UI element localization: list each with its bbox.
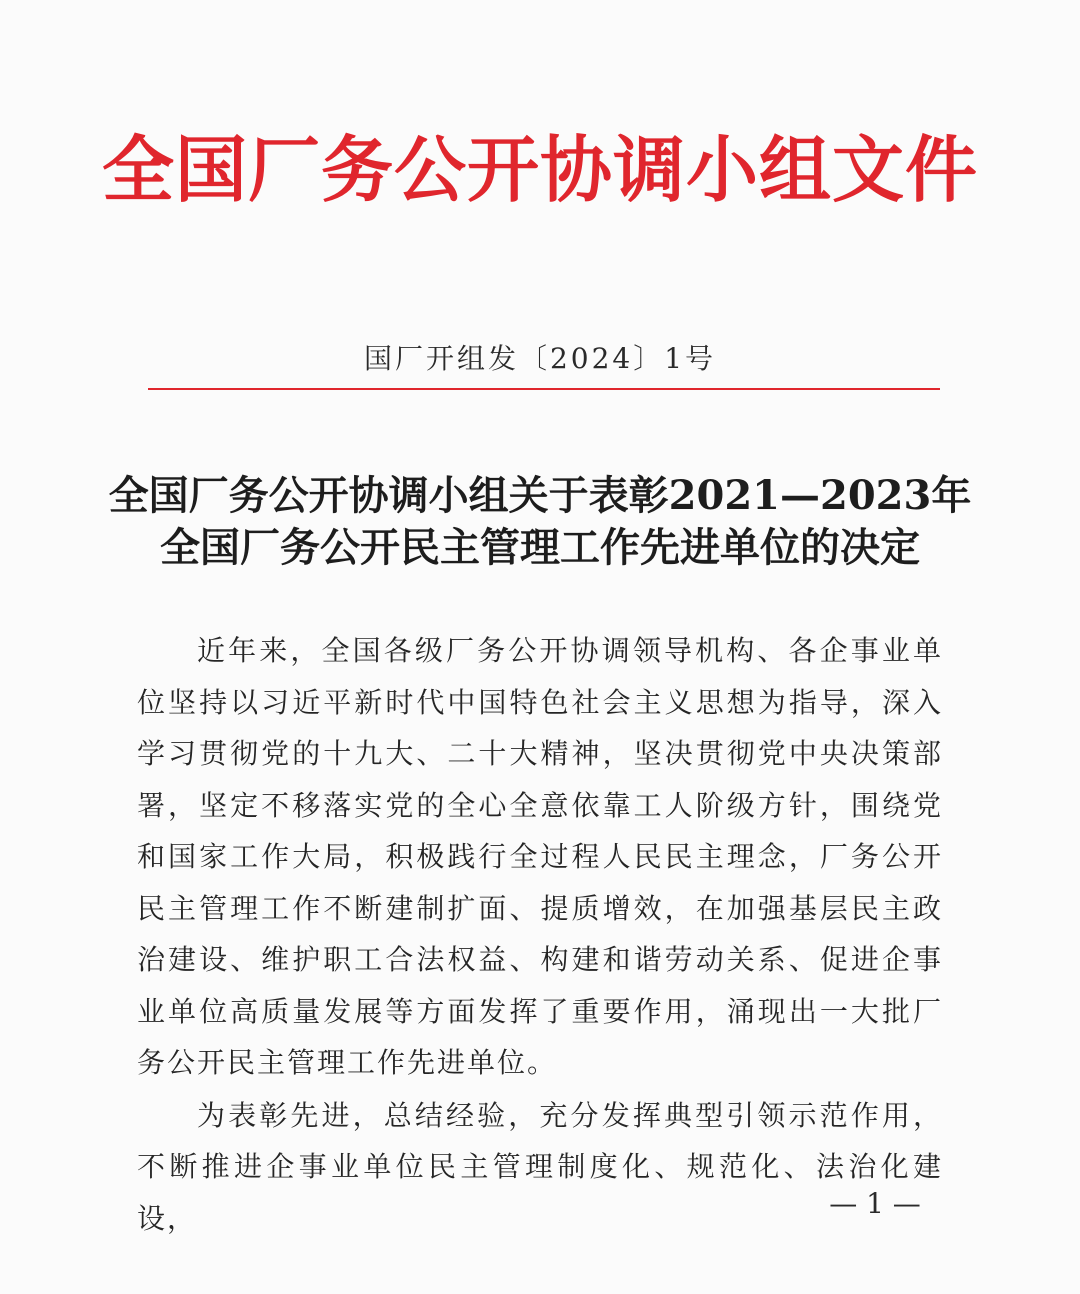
body-paragraph: 为表彰先进，总结经验，充分发挥典型引领示范作用，不断推进企事业单位民主管理制度化、规范化、法治化建设， xyxy=(137,1098,943,1235)
issuer-banner: 全国厂务公开协调小组文件 xyxy=(101,127,978,212)
body-paragraph: 近年来，全国各级厂务公开协调领导机构、各企事业单位坚持以习近平新时代中国特色社会主义思想为指导，深入学习贯彻党的十九大、二十大精神，坚决贯彻党中央决策部署，坚定不移落实党的全心全意依靠工人阶级方针，围绕党和国家工作大局，积极践行全过程人民民主理念，厂务公开民主管理工作不断建制扩面、提质增效，在加强基层民主政治建设、维护职工合法权益、构建和谐劳动关系、促进企事业单位高质量发展等方面发挥了重要作用，涌现出一大批厂务公开民主管理工作先进单位。 xyxy=(137,634,943,1079)
page-number: — 1 — xyxy=(829,1187,921,1220)
title-line-2: 全国厂务公开民主管理工作先进单位的决定 xyxy=(160,524,920,571)
red-divider-line xyxy=(148,388,940,390)
title-line-1: 全国厂务公开协调小组关于表彰2021—2023年 xyxy=(108,472,972,519)
document-body xyxy=(137,625,943,1245)
document-title xyxy=(100,470,980,574)
document-number: 国厂开组发〔2024〕1号 xyxy=(363,342,717,375)
